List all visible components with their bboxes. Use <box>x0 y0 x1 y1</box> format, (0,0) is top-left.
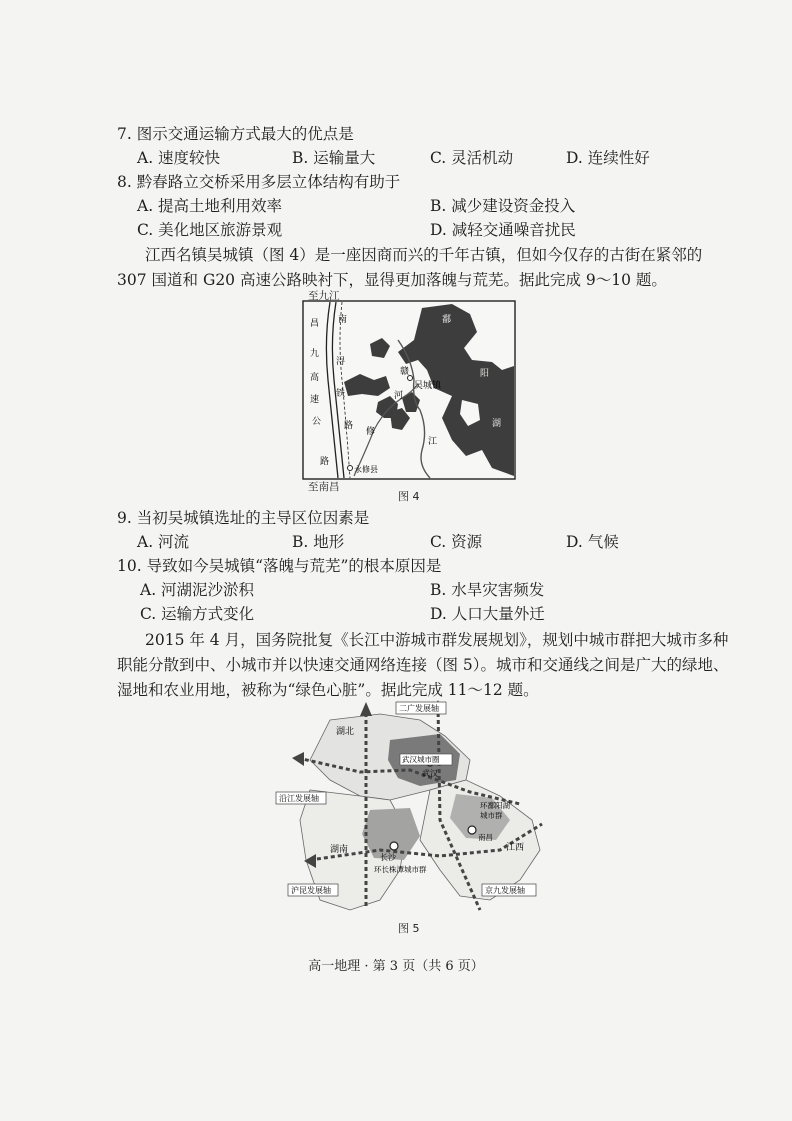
label-tie: 铁 <box>336 389 346 399</box>
passage1-line2: 307 国道和 G20 高速公路映衬下，显得更加落魄与荒芜。据此完成 9～10 题。 <box>117 271 667 289</box>
q9-option-c: C. 资源 <box>430 533 483 551</box>
label-po: 鄱 <box>442 315 452 325</box>
q10-option-b: B. 水旱灾害频发 <box>430 581 545 599</box>
q8-option-c: C. 美化地区旅游景观 <box>137 221 283 239</box>
label-lu2: 路 <box>344 421 354 431</box>
label-wuhan: 武汉 <box>422 769 438 778</box>
label-changsha: 长沙 <box>380 853 396 862</box>
q7-option-a: A. 速度较快 <box>137 149 221 167</box>
label-lu: 路 <box>320 457 330 467</box>
label-nan: 南 <box>338 315 348 325</box>
q9-option-b: B. 地形 <box>292 533 345 551</box>
q9-stem: 9. 当初吴城镇选址的主导区位因素是 <box>117 509 370 527</box>
label-gong: 公 <box>312 417 322 427</box>
passage2-line3: 湿地和农业用地，被称为“绿色心脏”。据此完成 11～12 题。 <box>117 681 539 699</box>
label-huanpo-1: 环鄱阳湖 <box>480 801 510 810</box>
q7-option-b: B. 运输量大 <box>292 149 376 167</box>
label-xun: 浔 <box>336 357 346 367</box>
q9-option-a: A. 河流 <box>137 533 190 551</box>
q9-option-d: D. 气候 <box>566 533 619 551</box>
fig5-caption: 图 5 <box>398 922 420 935</box>
q8-option-b: B. 减少建设资金投入 <box>430 197 576 215</box>
label-he: 河 <box>394 391 404 401</box>
q10-option-d: D. 人口大量外迁 <box>430 605 545 623</box>
label-wucheng: 吴城镇 <box>414 381 442 391</box>
label-huanchangzhutan: 环长株潭城市群 <box>374 865 427 874</box>
passage2-line2: 职能分散到中、小城市并以快速交通网络连接（图 5）。城市和交通线之间是广大的绿地、 <box>117 656 729 674</box>
label-jiu: 九 <box>310 349 320 359</box>
label-hu: 湖 <box>492 419 502 429</box>
q10-option-c: C. 运输方式变化 <box>140 605 255 623</box>
label-jingjiu: 京九发展轴 <box>485 886 525 895</box>
page-footer: 高一地理 · 第 3 页（共 6 页） <box>308 959 484 974</box>
label-hunan: 湖南 <box>330 845 349 855</box>
q7-option-c: C. 灵活机动 <box>430 149 514 167</box>
passage1-line1: 江西名镇吴城镇（图 4）是一座因商而兴的千年古镇，但如今仅存的古街在紧邻的 <box>145 246 703 264</box>
label-gao: 高 <box>310 373 320 383</box>
fig4-label-to-jiujiang: 至九江 <box>308 290 340 302</box>
label-su: 速 <box>310 395 320 405</box>
passage2-line1: 2015 年 4 月，国务院批复《长江中游城市群发展规划》，规划中城市群把大城市多种 <box>145 631 729 649</box>
q8-option-d: D. 减轻交通噪音扰民 <box>430 221 576 239</box>
figure-5-map <box>270 700 550 920</box>
axis-yanjiang-arrow <box>292 752 304 766</box>
nanchang-dot <box>468 826 476 834</box>
label-huanpo-2: 城市群 <box>480 811 503 820</box>
fig4-caption: 图 4 <box>398 490 420 503</box>
q7-option-d: D. 连续性好 <box>566 149 650 167</box>
fig4-label-to-nanchang: 至南昌 <box>308 481 340 493</box>
label-yang: 阳 <box>480 369 490 379</box>
label-jiang: 江 <box>428 437 438 447</box>
label-hubei: 湖北 <box>336 727 355 737</box>
label-yongxiu: 永修县 <box>354 465 378 474</box>
label-wuhanquan: 武汉城市圈 <box>402 755 440 764</box>
q8-stem: 8. 黔春路立交桥采用多层立体结构有助于 <box>117 173 401 191</box>
label-yanjiang: 沿江发展轴 <box>279 794 319 803</box>
axis-erguang-arrow <box>360 702 372 716</box>
changsha-dot <box>390 842 398 850</box>
label-chang: 昌 <box>310 319 320 329</box>
label-hukun: 沪昆发展轴 <box>291 886 331 895</box>
q10-option-a: A. 河湖泥沙淤积 <box>140 581 255 599</box>
label-xiu: 修 <box>366 427 376 437</box>
label-gan: 赣 <box>400 367 410 377</box>
q7-stem: 7. 图示交通运输方式最大的优点是 <box>117 125 354 143</box>
label-erguang: 二广发展轴 <box>399 704 439 713</box>
figure-4-map <box>302 300 516 480</box>
yongxiu-dot <box>348 466 353 471</box>
q10-stem: 10. 导致如今吴城镇“落魄与荒芜”的根本原因是 <box>117 557 442 575</box>
q8-option-a: A. 提高土地利用效率 <box>137 197 283 215</box>
label-nanchang: 南昌 <box>478 833 493 842</box>
label-jiangxi: 江西 <box>506 843 525 853</box>
